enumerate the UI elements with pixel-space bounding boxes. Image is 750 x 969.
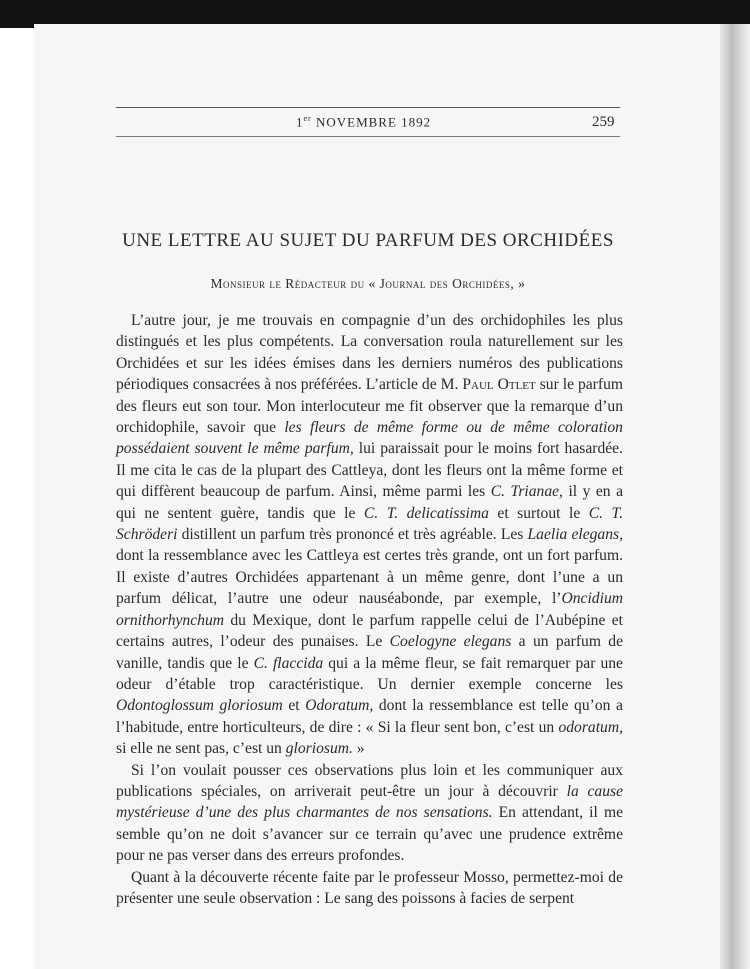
italic-text: Odontoglossum gloriosum	[116, 697, 283, 715]
text-run: sur le parfum des fleurs eut son tour. Mon interlocuteur me fit observer que la remarque d’un orchidophile, savoir que	[116, 376, 623, 437]
date-superscript: er	[303, 114, 312, 123]
italic-text: C. T. Schröderi	[116, 504, 623, 544]
italic-text: Odoratum,	[305, 697, 374, 715]
italic-text: Laelia elegans,	[527, 526, 623, 544]
text-run: a un parfum de vanille, tandis que le	[116, 633, 624, 672]
salutation: Monsieur le Rédacteur du « Journal des Orchidées, »	[210, 276, 526, 291]
text-run: du Mexique, dont le parfum rappelle celui de l’Aubépine et certains autres, l’odeur des punaises. Le	[116, 611, 623, 651]
text-run: En attendant, il me semble qu’on ne doit s’avancer sur ce terrain qu’avec une prudence extrême pour ne pas verser dans des erreurs profondes.	[116, 804, 623, 865]
paragraph	[116, 310, 623, 760]
italic-text: C. flaccida	[253, 654, 324, 672]
text-run: et	[282, 697, 306, 715]
italic-text: gloriosum.	[285, 740, 353, 758]
italic-text: Oncidium ornithorhynchum	[116, 590, 623, 629]
text-run: distillent un parfum très prononcé et très agréable. Les	[177, 526, 528, 544]
text-run: Si l’on voulait pousser ces observations plus loin et les communiquer aux publications spéciales, on arriverait peut-être un jour à découvrir	[116, 761, 623, 800]
text-run: dont la ressemblance avec les Cattleya est certes très grande, ont un fort parfum. Il existe d’autres Orchidées appartenant à un même genre, dont l’une a un parfum délicat, l’autre une odeur nauséabonde, par exemple, l’	[116, 547, 623, 608]
text-run: dont la ressemblance est telle qu’on a l’habitude, entre horticulteurs, de dire : « Si la fleur sent bon, c’est un	[116, 697, 623, 736]
italic-text: les fleurs de même forme ou de même coloration possédaient souvent le même parfum,	[116, 419, 623, 458]
text-run: qui a la même fleur, se fait remarquer par une odeur d’étable trop caractéristique. Un dernier exemple concerne les	[116, 654, 623, 693]
text-run: lui paraissait pour le moins fort hasardée. Il me cita le cas de la plupart des Cattleya, dont les fleurs ont la même forme et qui diffèrent beaucoup de parfum. Ainsi, même parmi les	[116, 440, 623, 501]
text-run: »	[352, 740, 365, 758]
paragraph	[116, 760, 623, 867]
scan-border-top	[0, 0, 750, 24]
text-run: L’autre jour, je me trouvais en compagnie d’un des orchidophiles les plus distingués et les plus compétents. La conversation roula naturellement sur les Orchidées et sur les idées émises dans les derniers numéros des publications périodiques consacrées à nos préférées. L’article de M.	[116, 312, 623, 394]
header-rule-top	[116, 107, 620, 108]
header-rule-bottom	[116, 136, 620, 137]
page-edge-shadow	[720, 24, 750, 969]
text-run: si elle ne sent pas, c’est un	[116, 740, 286, 758]
text-run: et surtout le	[488, 504, 589, 522]
text-run: il y en a qui ne sentent guère, tandis que le	[116, 483, 624, 522]
italic-text: odoratum,	[558, 718, 623, 736]
date-day: 1	[296, 114, 304, 130]
paragraph	[116, 867, 623, 910]
italic-text: C. T. delicatissima	[363, 504, 489, 522]
running-header-date	[296, 114, 431, 130]
italic-text: C. Trianae,	[490, 483, 563, 501]
date-month-year: NOVEMBRE 1892	[311, 114, 432, 130]
smallcaps-text: Paul Otlet	[462, 376, 536, 394]
article-body	[116, 310, 623, 909]
italic-text: la cause mystérieuse d’une des plus charmantes de nos sensations.	[116, 782, 623, 822]
italic-text: Coelogyne elegans	[389, 633, 512, 651]
text-run: Quant à la découverte récente faite par le professeur Mosso, permettez-moi de présenter une seule observation : Le sang des poissons à facies de serpent	[116, 868, 623, 907]
article-title: UNE LETTRE AU SUJET DU PARFUM DES ORCHIDÉES	[122, 230, 614, 251]
page-number: 259	[592, 114, 615, 130]
